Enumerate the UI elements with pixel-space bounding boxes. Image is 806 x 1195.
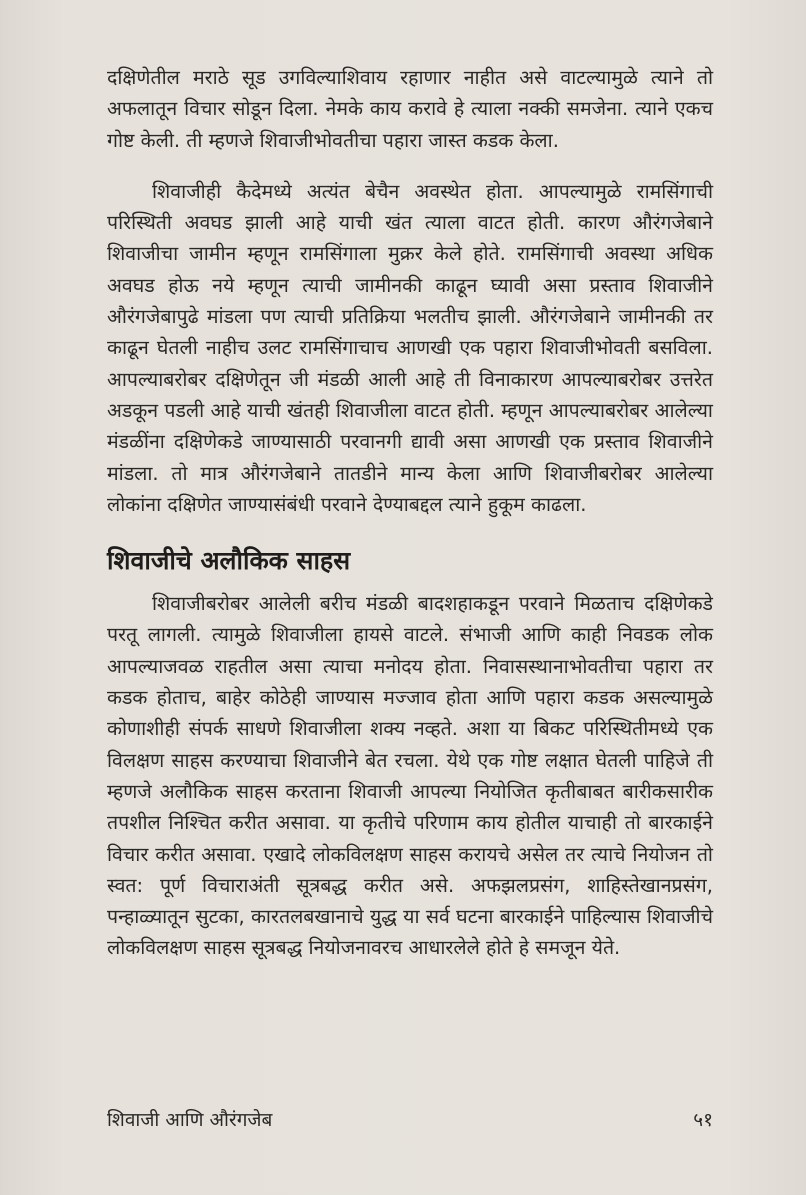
paragraph-1: दक्षिणेतील मराठे सूड उगविल्याशिवाय रहाणार नाहीत असे वाटल्यामुळे त्याने तो अफलातून विचार सोडून दिला. नेमके काय करावे हे त्याला नक्की समजेना. त्याने एकच गोष्ट केली. ती म्हणजे शिवाजीभोवतीचा पहारा जास्त कडक केला. [107, 66, 713, 152]
page-body [107, 62, 713, 964]
footer-book-title: शिवाजी आणि औरंगजेब [107, 1109, 273, 1131]
paragraph-2: शिवाजीही कैदेमध्ये अत्यंत बेचैन अवस्थेत होता. आपल्यामुळे रामसिंगाची परिस्थिती अवघड झाली आहे याची खंत त्याला वाटत होती. कारण औरंगजेबाने शिवाजीचा जामीन म्हणून रामसिंगाला मुक्रर केले होते. रामसिंगाची अवस्था अधिक अवघड होऊ नये म्हणून त्याची जामीनकी काढून घ्यावी असा प्रस्ताव शिवाजीने औरंगजेबापुढे मांडला पण त्याची प्रतिक्रिया भलतीच झाली. औरंगजेबाने जामीनकी तर काढून घेतली नाहीच उलट रामसिंगाचाच आणखी एक पहारा शिवाजीभोवती बसविला. आपल्याबरोबर दक्षिणेतून जी मंडळी आली आहे ती विनाकारण आपल्याबरोबर उत्तरेत अडकून पडली आहे याची खंतही शिवाजीला वाटत होती. म्हणून आपल्याबरोबर आलेल्या मंडळींना दक्षिणेकडे जाण्यासाठी परवानगी द्यावी असा आणखी एक प्रस्ताव शिवाजीने मांडला. तो मात्र औरंगजेबाने तातडीने मान्य केला आणि शिवाजीबरोबर आलेल्या लोकांना दक्षिणेत जाण्यासंबंधी परवाने देण्याबद्दल त्याने हुकूम काढला. [107, 179, 713, 516]
footer-page-number: ५१ [693, 1109, 713, 1131]
paragraph-3: शिवाजीबरोबर आलेली बरीच मंडळी बादशहाकडून परवाने मिळताच दक्षिणेकडे परतू लागली. त्यामुळे शिवाजीला हायसे वाटले. संभाजी आणि काही निवडक लोक आपल्याजवळ राहतील असा त्याचा मनोदय होता. निवासस्थानाभोवतीचा पहारा तर कडक होताच, बाहेर कोठेही जाण्यास मज्जाव होता आणि पहारा कडक असल्यामुळे कोणाशीही संपर्क साधणे शिवाजीला शक्य नव्हते. अशा या बिकट परिस्थितीमध्ये एक विलक्षण साहस करण्याचा शिवाजीने बेत रचला. येथे एक गोष्ट लक्षात घेतली पाहिजे ती म्हणजे अलौकिक साहस करताना शिवाजी आपल्या नियोजित कृतीबाबत बारीकसारीक तपशील निश्चित करीत असावा. या कृतीचे परिणाम काय होतील याचाही तो बारकाईने विचार करीत असावा. एखादे लोकविलक्षण साहस करायचे असेल तर त्याचे नियोजन तो स्वत: पूर्ण विचाराअंती सूत्रबद्ध करीत असे. अफझलप्रसंग, शाहिस्तेखानप्रसंग, पन्हाळ्यातून सुटका, कारतलबखानाचे युद्ध या सर्व घटना बारकाईने पाहिल्यास शिवाजीचे लोकविलक्षण साहस सूत्रबद्ध नियोजनावरच आधारलेले होते हे समजून येते. [107, 592, 713, 960]
section-heading: शिवाजीचे अलौकिक साहस [107, 546, 351, 576]
page-footer [107, 1107, 713, 1133]
paragraph-gap [107, 156, 713, 176]
